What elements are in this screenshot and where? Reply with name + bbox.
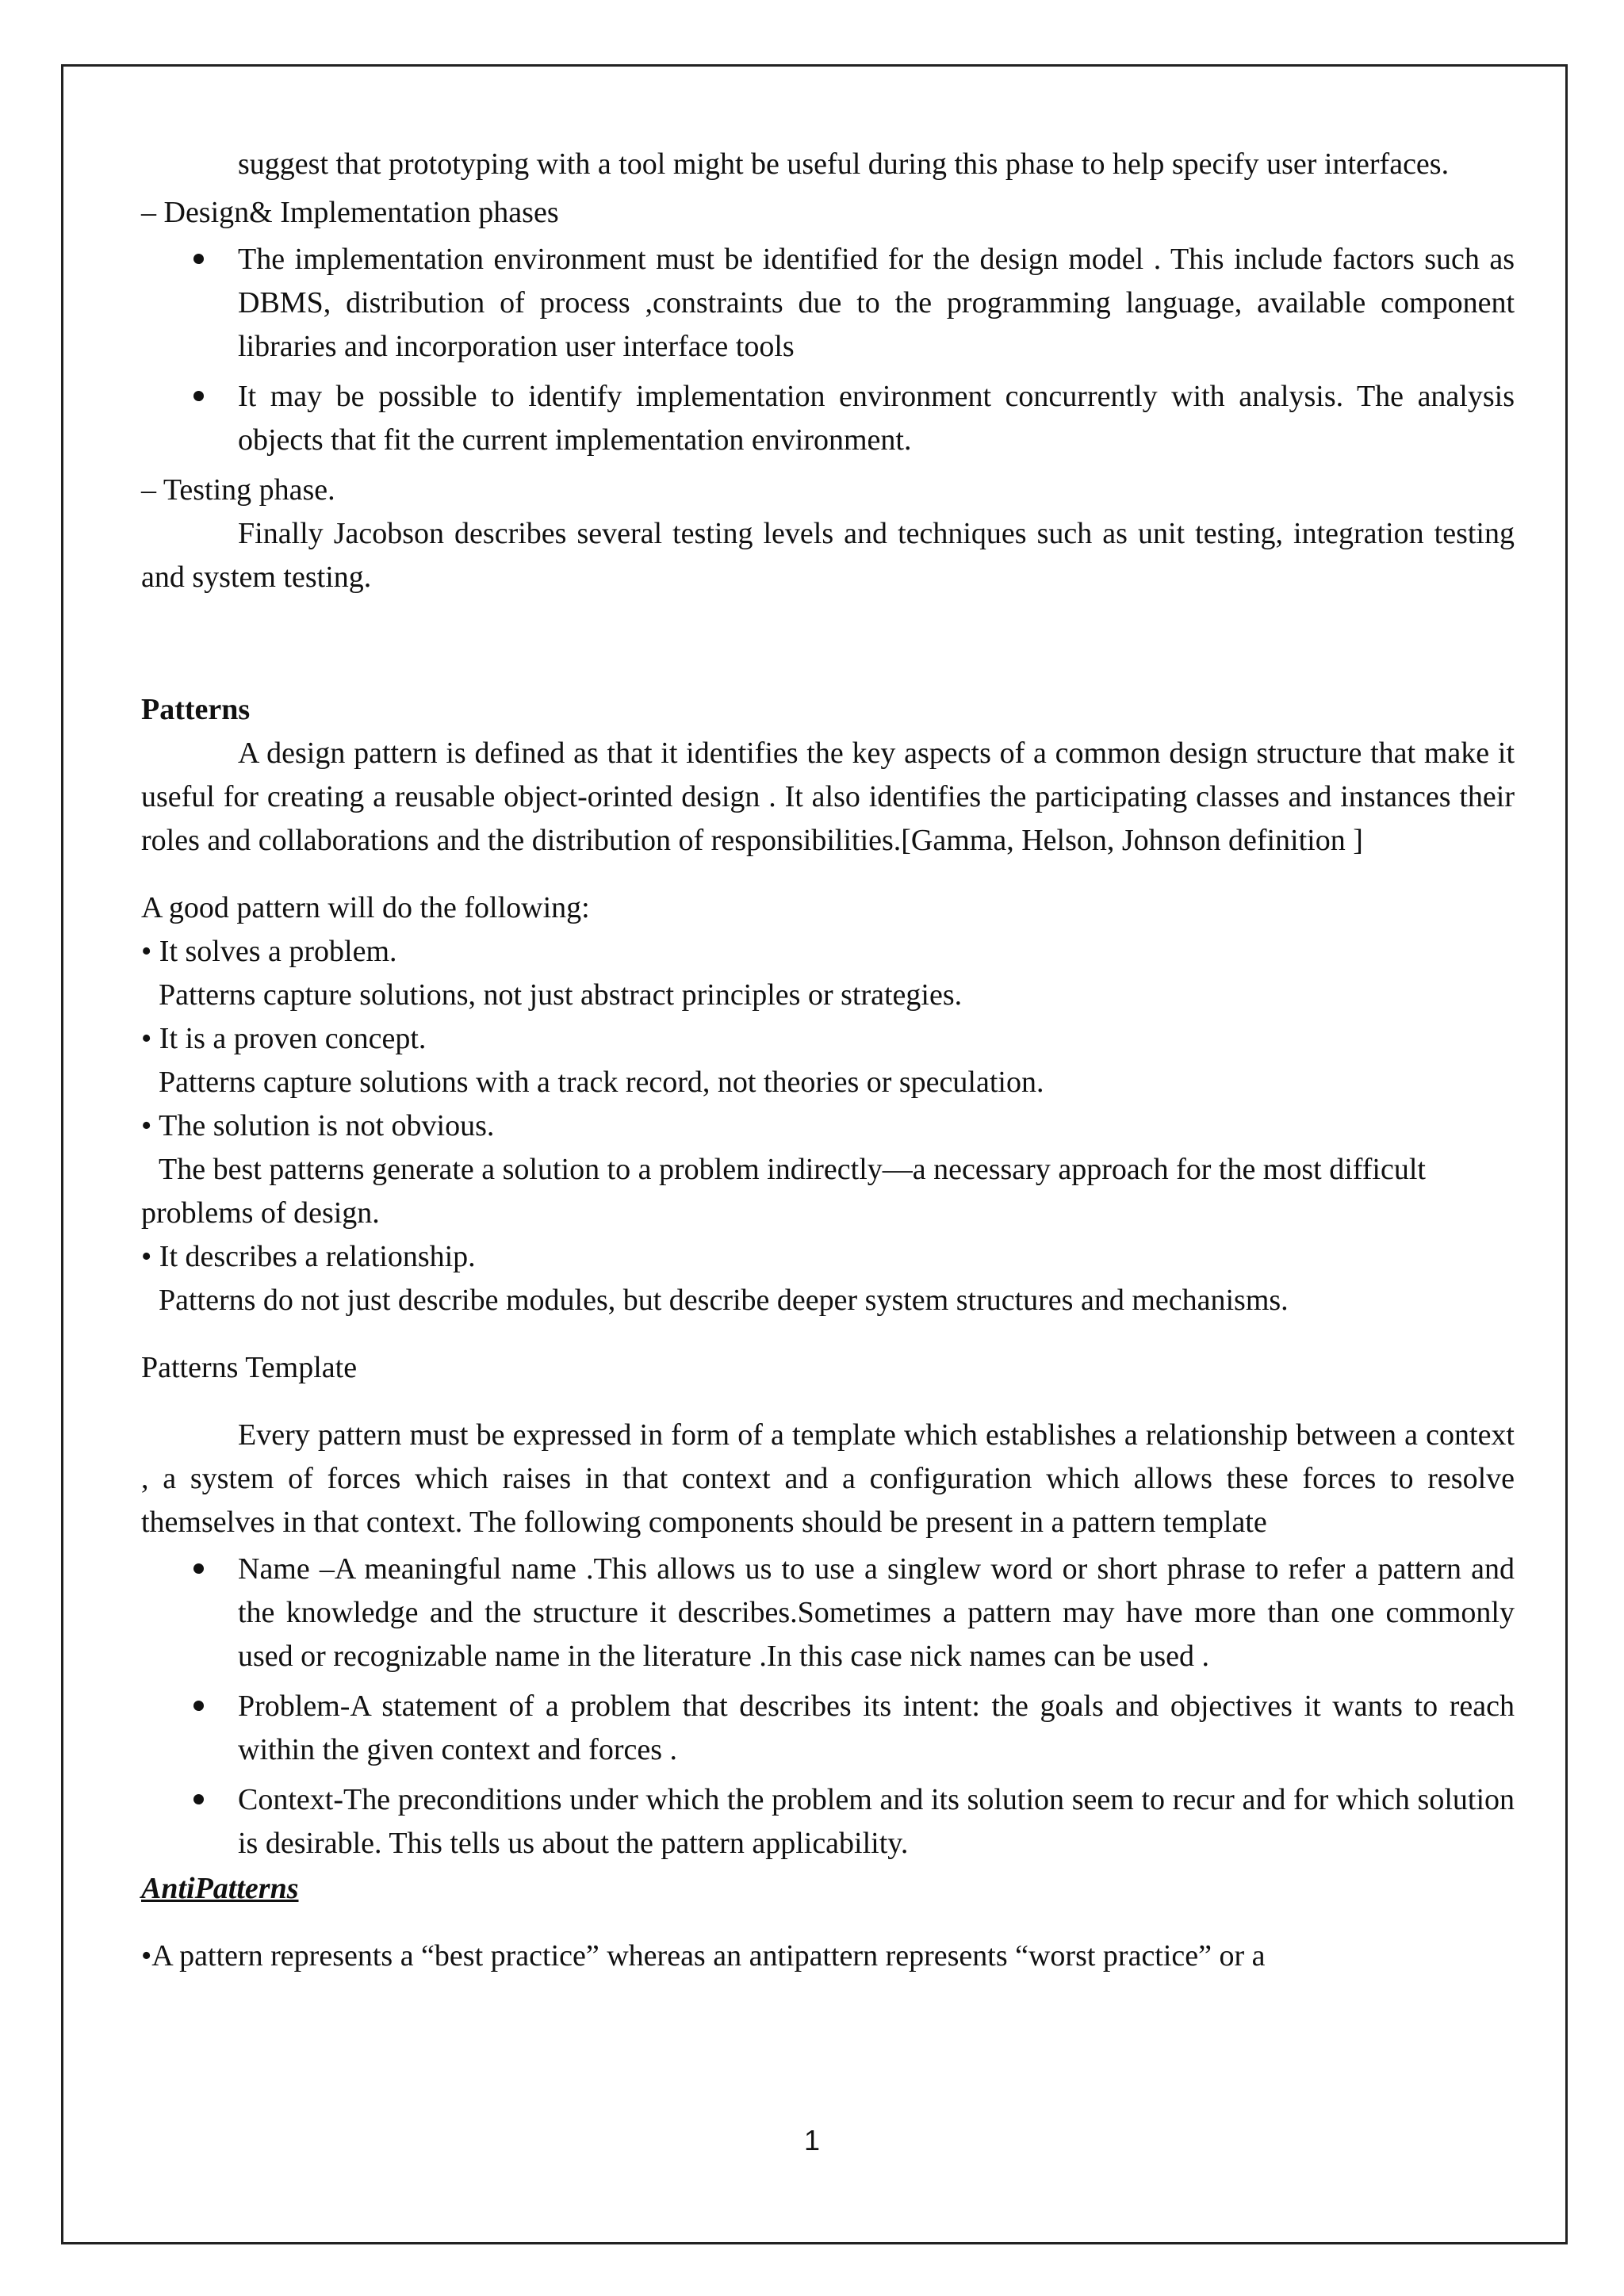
document-body (141, 143, 1515, 1978)
testing-paragraph: Finally Jacobson describes several testing levels and techniques such as unit testing, integration testing and system testing. (141, 517, 1515, 594)
bullet-dot-icon (193, 391, 204, 401)
antipatterns-line: •A pattern represents a “best practice” whereas an antipattern represents “worst practice” or a (141, 1939, 1266, 1973)
point-bullet: • It is a proven concept. (141, 1022, 427, 1055)
bullet-dot-icon (193, 1794, 204, 1804)
list-item-text: Name –A meaningful name .This allows us to use a singlew word or short phrase to refer a pattern and the knowledge and the structure it describes.Sometimes a pattern may have more than one commonly used or recognizable name in the literature .In this case nick names can be used . (238, 1552, 1515, 1673)
intro-paragraph: suggest that prototyping with a tool might be useful during this phase to help specify user interfaces. (238, 147, 1450, 181)
bullet-dot-icon (193, 1563, 204, 1574)
list-item-text: Problem-A statement of a problem that describes its intent: the goals and objectives it wants to reach within the given context and forces . (238, 1689, 1515, 1766)
patterns-heading: Patterns (141, 693, 251, 726)
design-bullet-list (141, 238, 1515, 462)
point-bullet: • The solution is not obvious. (141, 1109, 495, 1142)
page-number: 1 (803, 2124, 821, 2156)
list-item (141, 375, 1515, 462)
list-item-text: It may be possible to identify implementation environment concurrently with analysis. The analysis objects that fit the current implementation environment. (238, 380, 1515, 457)
template-paragraph: Every pattern must be expressed in form of a template which establishes a relationship between a context , a system of forces which raises in that context and a configuration which allows these forces to resolve themselves in that context. The following components should be present in a pattern template (141, 1418, 1515, 1539)
point-detail: Patterns capture solutions, not just abstract principles or strategies. (159, 978, 963, 1012)
spacer (141, 1322, 1515, 1346)
list-item (141, 238, 1515, 369)
good-pattern-intro: A good pattern will do the following: (141, 891, 590, 924)
spacer (141, 1390, 1515, 1414)
list-item (141, 1778, 1515, 1866)
antipatterns-heading: AntiPatterns (141, 1872, 299, 1905)
good-pattern-points (141, 930, 1515, 1322)
bullet-dot-icon (193, 254, 204, 264)
spacer (141, 863, 1515, 886)
template-components-list (141, 1548, 1515, 1866)
list-item-text: Context-The preconditions under which the problem and its solution seem to recur and for which solution is desirable. This tells us about the pattern applicability. (238, 1783, 1515, 1860)
point-detail: The best patterns generate a solution to a problem indirectly—a necessary approach for the most difficult problems of design. (141, 1153, 1426, 1230)
point-detail: Patterns do not just describe modules, but describe deeper system structures and mechanisms. (159, 1284, 1289, 1317)
patterns-template-heading: Patterns Template (141, 1351, 358, 1384)
spacer (141, 1911, 1515, 1934)
spacer (141, 599, 1515, 688)
testing-phase-heading: – Testing phase. (141, 473, 335, 507)
point-detail: Patterns capture solutions with a track record, not theories or speculation. (159, 1066, 1044, 1099)
list-item (141, 1548, 1515, 1678)
list-item-text: The implementation environment must be identified for the design model . This include factors such as DBMS, distribution of process ,constraints due to the programming language, available component libraries and incorporation user interface tools (238, 243, 1515, 363)
list-item (141, 1685, 1515, 1772)
point-bullet: • It describes a relationship. (141, 1240, 476, 1273)
patterns-definition: A design pattern is defined as that it identifies the key aspects of a common design structure that make it useful for creating a reusable object-orinted design . It also identifies the participating classes and instances their roles and collaborations and the distribution of responsibilities.[Gamma, Helson, Johnson definition ] (141, 737, 1515, 857)
bullet-dot-icon (193, 1701, 204, 1711)
design-implementation-heading: – Design& Implementation phases (141, 196, 559, 229)
point-bullet: • It solves a problem. (141, 935, 397, 968)
